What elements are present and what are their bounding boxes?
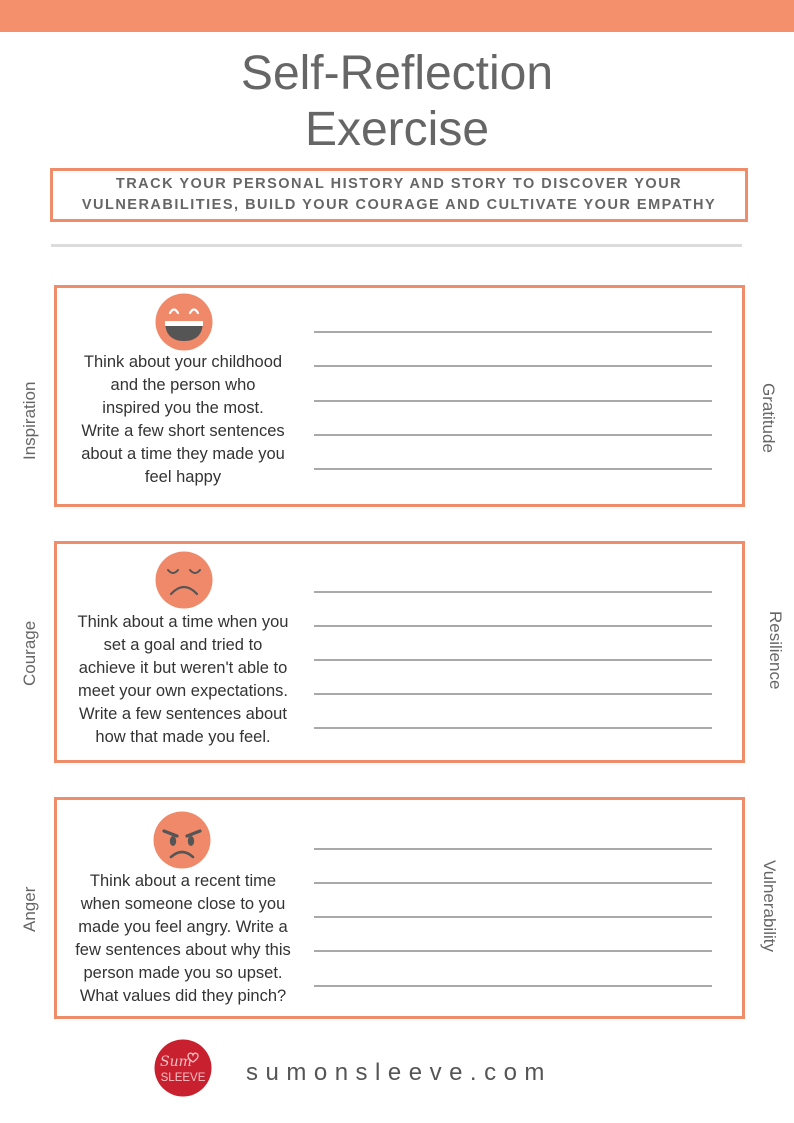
courage-side-label: Courage (20, 620, 39, 686)
subtitle-line-2: VULNERABILITIES, BUILD YOUR COURAGE AND CULTIVATE YOUR EMPATHY (81, 197, 717, 213)
website-url: sumonsleeve.com (246, 1059, 552, 1086)
writing-line (314, 331, 712, 333)
writing-line (314, 434, 712, 436)
writing-line (314, 693, 712, 695)
courage-card (54, 541, 745, 763)
writing-line (314, 659, 712, 661)
subtitle-line-1: TRACK YOUR PERSONAL HISTORY AND STORY TO DISCOVER YOUR (115, 176, 683, 192)
header-divider (51, 244, 742, 247)
angry-face-icon (153, 811, 211, 869)
inspiration-prompt: Think about your childhood and the person who inspired you the most. Write a few short sentences about a time they made you feel happy (81, 353, 285, 486)
resilience-side-label: Resilience (766, 611, 785, 690)
anger-prompt: Think about a recent time when someone close to you made you feel angry. Write a few sentences about why this person made you so upset. What values did they pinch? (75, 872, 291, 1005)
page-title (0, 46, 794, 158)
logo-text-bottom: SLEEVE (160, 1072, 206, 1084)
sad-face-icon (155, 551, 213, 609)
writing-line (314, 727, 712, 729)
top-accent-bar (0, 0, 794, 32)
inspiration-side-label: Inspiration (20, 381, 39, 460)
writing-line (314, 591, 712, 593)
writing-line (314, 468, 712, 470)
writing-line (314, 625, 712, 627)
writing-line (314, 365, 712, 367)
writing-line (314, 916, 712, 918)
title-line-2: Exercise (304, 103, 490, 156)
writing-line (314, 848, 712, 850)
subtitle-box (50, 168, 748, 222)
brand-logo (154, 1039, 212, 1097)
title-line-1: Self-Reflection (240, 47, 554, 100)
anger-side-label: Anger (20, 886, 39, 932)
vulnerability-side-label: Vulnerability (760, 860, 779, 952)
writing-line (314, 400, 712, 402)
laughing-face-icon (155, 293, 213, 351)
gratitude-side-label: Gratitude (759, 383, 778, 453)
writing-line (314, 882, 712, 884)
writing-line (314, 950, 712, 952)
inspiration-card (54, 285, 745, 507)
courage-prompt: Think about a time when you set a goal and tried to achieve it but weren't able to meet your own expectations. Write a few sentences about how that made you feel. (77, 613, 289, 746)
writing-line (314, 985, 712, 987)
logo-text-top: Sum (160, 1054, 192, 1070)
